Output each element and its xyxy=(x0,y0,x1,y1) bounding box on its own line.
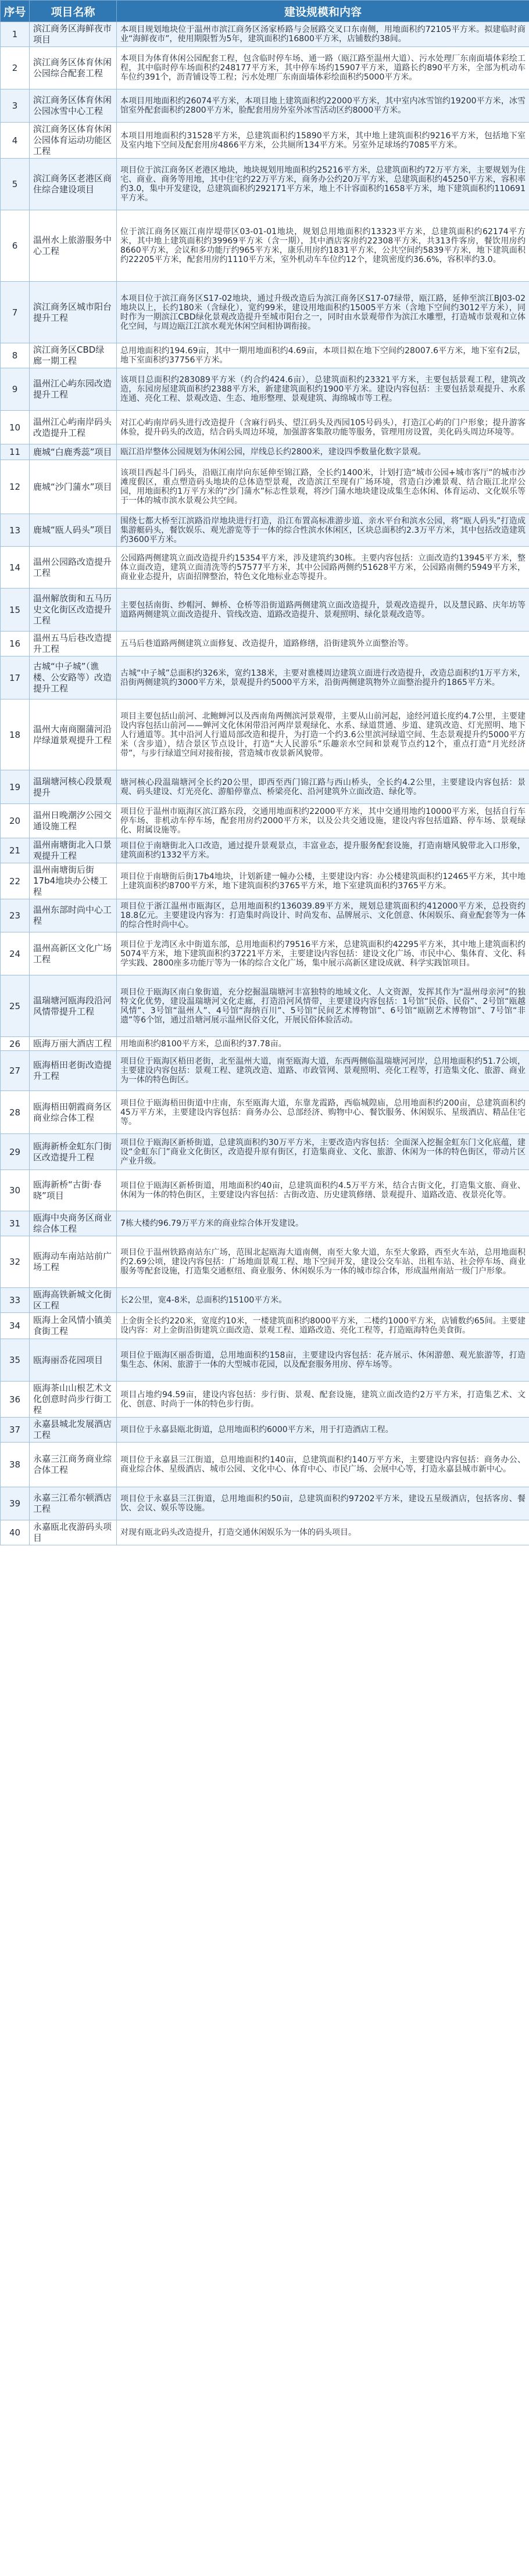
row-content: 主要包括南街、纱帽河、蝉桥、仓桥等沿街道路两侧建筑立面改造提升，景观改造提升，以及慧民路、庆年坊等道路两侧建筑立面改造提升、管线改造、道路改造提升、景观照明、绿化景观改造等。 xyxy=(117,589,529,632)
row-content: 本项目用地面积约26074平方米，本项目地上建筑面积约22000平方米，其中室内冰雪馆约19200平方米，冰雪馆室外配套面积约2800平方米，脸配套用房外室外冰雪活动区约8000平方米。 xyxy=(117,89,529,123)
table-row xyxy=(1,444,529,460)
row-project-name: 温州日晚潮汐公园交通设施工程 xyxy=(30,804,117,838)
row-project-name: 瓯海梧田老街改造提升工程 xyxy=(30,1051,117,1091)
table-row xyxy=(1,282,529,343)
row-index: 31 xyxy=(1,1211,30,1236)
row-project-name: 温州公园路改造提升工程 xyxy=(30,547,117,589)
table-row xyxy=(1,159,529,210)
row-content: 围绕七都大桥至江滨路沿岸地块进行打造，沿江布置高标准游步道、亲水平台和滨水公园，将“瓯人码头”打造成集游艇码头，餐饮娱乐、观光游览等于一体的综合性滨水休闲区，区块总面积约2.3万平方米，其中包括改造建筑约3600平方米。 xyxy=(117,514,529,547)
row-project-name: 温州江心屿东园改造提升工程 xyxy=(30,368,117,411)
row-content: 上金街全长约220米，宽度约10米，一楼建筑面积约8000平方米，二楼约1000平方米，店铺数约65间。主要建设内容：对上金街沿街建筑立面改造、景观工程、道路改造、亮化工程等，打造瓯海特色美食街。 xyxy=(117,1313,529,1339)
header-project-name: 项目名称 xyxy=(30,1,117,22)
row-index: 23 xyxy=(1,899,30,932)
row-index: 28 xyxy=(1,1091,30,1134)
table-row xyxy=(1,460,529,514)
row-index: 20 xyxy=(1,804,30,838)
row-index: 3 xyxy=(1,89,30,123)
row-content: 用地面积约8100平方米，总面积约37.78亩。 xyxy=(117,1037,529,1051)
row-project-name: 温州五马后巷改造提升工程 xyxy=(30,632,117,656)
row-project-name: 瓯海高铁新城文化街区工程 xyxy=(30,1288,117,1313)
row-index: 32 xyxy=(1,1236,30,1288)
row-content: 本项目位于滨江商务区S17-02地块，通过升级改造后为滨江商务区S17-07绿带，瓯江路，延伸至滨江BJ03-02地块以上，长约180米（含绿化），宽约99米，建设用地面积约15005平方米（含地下空间约3012平方米），同时作为一期滨江CBD绿化景观改造提升至城市阳台之一，同时由水景观带作为滨江水雕塑，打造城市景观和立体化空间，与周边瓯江江滨水观光休闲空间相协调衔接。 xyxy=(117,282,529,343)
row-project-name: 永嘉县城北发展酒店工程 xyxy=(30,1418,117,1443)
header-index: 序号 xyxy=(1,1,30,22)
row-index: 19 xyxy=(1,770,30,804)
table-row xyxy=(1,1443,529,1487)
row-project-name: 瓯海茶山山根艺术文化创意时尚步行街工程 xyxy=(30,1382,117,1418)
row-index: 1 xyxy=(1,22,30,47)
row-content: 项目主要包括山前河、北鲍蝉河以及西南角两侧滨河景观带，主要从山前河起，途经河道长度约4.7公里，主要建设内容包括山前河——蝉河文化休闲带沿河两岸景观绿化、水系、绿道贯通、步道、建筑改造、灯光照明、地下人行通道等。其中沿河人行道局部改造和提升，为打造一个约3.6公里滨河绿道空间、生态景观提升约5000平方米（含步道），结合景区节点设计，打造“大人民游乐”乐趣亲水空间和景观节点约12个，重点打造“月光经济带”，与步行绿道空间对接衔接，营造城市夜景新风貌带。 xyxy=(117,699,529,770)
row-content: 长2公里，宽4-8米，总面积约15100平方米。 xyxy=(117,1288,529,1313)
header-content: 建设规模和内容 xyxy=(117,1,529,22)
table-row xyxy=(1,22,529,47)
row-project-name: 永嘉三江商务商业综合体工程 xyxy=(30,1443,117,1487)
row-content: 本项目用地面积约31528平方米，总建筑面积约15890平方米，其中地上建筑面积约9216平方米，包括地下室及室内地下空间及配套用房4866平方米，公共厕所134平方米。另室外足球场约7085平方米。 xyxy=(117,123,529,159)
row-content: 本项目规划地块位于温州市滨江商务区汤家桥路与会展路交叉口东南侧，用地面积约72105平方米。拟建临时商业“海鲜夜市”，使用期限暂为5年，建筑面积约16800平方米，店铺数约38间。 xyxy=(117,22,529,47)
table-row xyxy=(1,1211,529,1236)
row-project-name: 温州南塘街北入口景观提升工程 xyxy=(30,838,117,863)
table-row xyxy=(1,547,529,589)
row-content: 该项目西起斗门码头，沿瓯江南岸向东延伸至锦江路，全长约1400米，计划打造“城市公园+城市客厅”的城市沙滩度假区，重点塑造码头地块的总体造型景观，改造滨江至现有广场环境，营造白沙滩景观、结合瓯江北岸公园，用地面积约1万平方米的“沙门蒲水”标志性景观，将沙门蒲水地块建设成集生态休闲、体育运动、文化娱乐等于一体的城市滨水景观公共空间。 xyxy=(117,460,529,514)
row-content: 古城“中子城”总面积约326米，宽约138米，主要对谯楼周边建筑立面进行改造提升，改造总面积约1万平方米，沿街两侧建筑约3000平方米，景观提升约5000平方米，沿街两侧建筑物外立面整治提升约1865平方米。 xyxy=(117,656,529,699)
row-project-name: 古城“中子城”（谯楼、公安路等）改造提升工程 xyxy=(30,656,117,699)
row-index: 4 xyxy=(1,123,30,159)
row-project-name: 瓯海梧田朝霞商务区商业综合体工程 xyxy=(30,1091,117,1134)
table-row xyxy=(1,632,529,656)
table-header-row xyxy=(1,1,529,22)
row-index: 24 xyxy=(1,932,30,975)
row-content: 项目位于南塘街后街17b4地块，计划新建一幢办公楼，主要建设内容：办公楼建筑面积约12465平方米，其中地上建筑面积约8700平方米，地下建筑面积约3765平方米，地下室建筑面积约3765平方米。 xyxy=(117,863,529,899)
row-content: 项目位于永嘉县瓯北街道，总用地面积约6000平方米，用于打造酒店工程。 xyxy=(117,1418,529,1443)
row-index: 30 xyxy=(1,1170,30,1211)
row-index: 25 xyxy=(1,975,30,1037)
row-content: 项目位于浙江温州市瓯海区，总用地面积约136039.89平方米，规划总建筑面积约412000平方米，总投资约18.8亿元。主要建设内容为：打造集时尚设计、时尚发布、品牌展示、文化创意、休闲娱乐、商业配套等为一体的综合性时尚中心。 xyxy=(117,899,529,932)
row-content: 项目占地约94.59亩，建设内容包括：步行街、景观、配套设施，建筑立面改造约2万平方米，打造集艺术、文化、创意、时尚于一体的特色步行街。 xyxy=(117,1382,529,1418)
table-row xyxy=(1,699,529,770)
table-row xyxy=(1,1382,529,1418)
table-row xyxy=(1,804,529,838)
row-content: 7栋大楼约96.79万平方米的商业综合体开发建设。 xyxy=(117,1211,529,1236)
row-project-name: 滨江商务区老港区商住综合建设项目 xyxy=(30,159,117,210)
row-project-name: 永嘉瓯北夜游码头项目 xyxy=(30,1520,117,1545)
table-row xyxy=(1,1288,529,1313)
row-project-name: 温州大南商圈蒲河沿岸绿道景观提升工程 xyxy=(30,699,117,770)
row-index: 5 xyxy=(1,159,30,210)
table-row xyxy=(1,838,529,863)
table-row xyxy=(1,656,529,699)
row-project-name: 瓯海丽岙花园项目 xyxy=(30,1339,117,1382)
row-index: 2 xyxy=(1,47,30,89)
row-index: 10 xyxy=(1,411,30,444)
row-index: 35 xyxy=(1,1339,30,1382)
table-row xyxy=(1,975,529,1037)
table-row xyxy=(1,1091,529,1134)
row-content: 公园路两侧建筑立面改造提升约15354平方米，涉及建筑约30栋。主要内容包括：立面改造约13945平方米，整体立面改造，建筑立面清洗等约57577平方米，其中公园路两侧约51628平方米，公园路南侧约5949平方米，商业业态提升，店面招牌整治，特色文化地标业态等提升。 xyxy=(117,547,529,589)
row-index: 18 xyxy=(1,699,30,770)
row-content: 项目位于永嘉县三江街道，总用地面积约50亩，总建筑面积约97202平方米，建设五星级酒店，包括客房、餐饮、会议、娱乐等设施。 xyxy=(117,1487,529,1520)
table-row xyxy=(1,932,529,975)
table-row xyxy=(1,1037,529,1051)
row-project-name: 瓯海上金风情小镇美食街工程 xyxy=(30,1313,117,1339)
row-index: 21 xyxy=(1,838,30,863)
table-row xyxy=(1,1313,529,1339)
row-content: 总用地面积约194.69亩，其中一期用地面积约4.69亩，本项目拟在地下空间约28007.6平方米，地下室有2层，地下室面积约37756平方米。 xyxy=(117,343,529,368)
row-project-name: 鹿城“沙门蒲水”项目 xyxy=(30,460,117,514)
row-index: 37 xyxy=(1,1418,30,1443)
row-index: 38 xyxy=(1,1443,30,1487)
row-content: 塘河核心段温瑞塘河全长约20公里，即西至西门锦江路与西山桥头，全长约4.2公里，主要建设内容包括：景观、码头建设、灯光亮化、游船停靠点、桥梁亮化、沿河建筑外立面改造、绿化等。 xyxy=(117,770,529,804)
row-project-name: 瓯海动车南站站前广场工程 xyxy=(30,1236,117,1288)
table-row xyxy=(1,863,529,899)
row-index: 15 xyxy=(1,589,30,632)
row-index: 16 xyxy=(1,632,30,656)
row-project-name: 温瑞塘河瓯海段沿河风情带提升工程 xyxy=(30,975,117,1037)
row-content: 项目位于永嘉县三江街道，总用地面积约140亩，总建筑面积约140万平方米，主要建设内容包括：商务办公、商业综合体、星级酒店、城市公园、文化中心、体育中心、市民广场、会展中心等，打造永嘉县城市新中心。 xyxy=(117,1443,529,1487)
row-content: 项目位于瓯海区新桥街道，用地面积约40亩，总建筑面积约4.5万平方米，结合古街文化，打造集文旅、商业、休闲为一体的特色街区，主要建设内容包括：古街改造、历史建筑修缮、景观提升、道路改造、夜景亮化等。 xyxy=(117,1170,529,1211)
table-row xyxy=(1,1051,529,1091)
table-row xyxy=(1,210,529,282)
row-content: 项目位于瓯海区丽岙街道，总用地面积约158亩，主要建设内容包括：花卉展示、休闲游憩、观光旅游等，打造集生态、休闲、旅游于一体的大型城市花园，以及配套服务用房、停车场等。 xyxy=(117,1339,529,1382)
row-project-name: 永嘉三江希尔顿酒店工程 xyxy=(30,1487,117,1520)
row-index: 27 xyxy=(1,1051,30,1091)
row-project-name: 瓯海万丽大酒店工程 xyxy=(30,1037,117,1051)
row-content: 项目位于南塘街北入口改造，通过提升景观景点，丰富业态，提升服务配套设施，打造南塘风貌带北入口形象，建筑面积约1332平方米。 xyxy=(117,838,529,863)
table-row xyxy=(1,1418,529,1443)
row-index: 17 xyxy=(1,656,30,699)
row-content: 项目位于温州市瓯海区滨江路东段，交通用地面积约22000平方米，其中交通用地约10000平方米，包括自行车停车场、非机动车停车场，配套用房约2000平方米，以及公共交通设施，建设内容包括道路、停车场、景观绿化、附属设施等。 xyxy=(117,804,529,838)
row-index: 7 xyxy=(1,282,30,343)
row-project-name: 鹿城“瓯人码头”项目 xyxy=(30,514,117,547)
row-project-name: 瓯海中央商务区商业综合体工程 xyxy=(30,1211,117,1236)
row-index: 29 xyxy=(1,1134,30,1170)
row-index: 34 xyxy=(1,1313,30,1339)
row-index: 6 xyxy=(1,210,30,282)
row-project-name: 温瑞塘河核心段景观提升 xyxy=(30,770,117,804)
row-project-name: 瓯海新桥“古街·春晓”项目 xyxy=(30,1170,117,1211)
row-project-name: 温州东部时尚中心工程 xyxy=(30,899,117,932)
row-project-name: 滨江商务区城市阳台提升工程 xyxy=(30,282,117,343)
row-content: 项目位于瓯海梧田街道中庄南，东至瓯海大道，东靠龙霞路，西临城隍庙，总用地面积约200亩，总建筑面积约45万平方米，主要建设内容包括：商务办公、总部经济、购物中心、餐饮服务、休闲娱乐、星级酒店、精品住宅等。 xyxy=(117,1091,529,1134)
table-row xyxy=(1,89,529,123)
row-index: 12 xyxy=(1,460,30,514)
row-index: 14 xyxy=(1,547,30,589)
row-index: 26 xyxy=(1,1037,30,1051)
table-row xyxy=(1,123,529,159)
table-row xyxy=(1,1134,529,1170)
row-project-name: 滨江商务区体育休闲公园冰雪中心工程 xyxy=(30,89,117,123)
table-row xyxy=(1,368,529,411)
row-project-name: 温州江心屿南岸码头改造提升工程 xyxy=(30,411,117,444)
row-project-name: 温州南塘街后街17b4地块办公楼工程 xyxy=(30,863,117,899)
table-row xyxy=(1,770,529,804)
row-project-name: 温州高新区文化广场工程 xyxy=(30,932,117,975)
row-content: 项目位于滨江商务区老港区地块，地块规划用地面积约25216平方米，总建筑面积约72万平方米，主要规划为住宅、商业、商务等用地，其中住宅约22万平方米，商务办公约20万平方米，总建筑面积约45250平方米，容积率约3.0，集中开发建设，总建筑面积约292171平方米，地上不计容面积约1658平方米，地下建筑面积约110691平方米。 xyxy=(117,159,529,210)
row-project-name: 滨江商务区海鲜夜市项目 xyxy=(30,22,117,47)
table-row xyxy=(1,411,529,444)
row-content: 该项目总面积约283089平方米（约合约424.6亩），总建筑面积约23321平方米，主要包括景观工程，建筑改造，东园房屋建筑面积约2388平方米，新建建筑面积约1900平方米。建设内容包括：主要包括景观提升、水系连通、亮化工程、景观改造、生态、地形整理、景观建筑、海绵城市等工程。 xyxy=(117,368,529,411)
row-project-name: 滨江商务区体育休闲公园体育运动功能区工程 xyxy=(30,123,117,159)
row-content: 项目位于温州铁路南站东广场，范围北起瓯海大道南侧，南至大象大道，东至大象路，西至火车站，总用地面积约2.69公顷，建设内容包括：广场地面景观工程、地下空间开发，建设公交车站、出租车站、社会停车场、商业服务等配套设施，打造集交通枢纽、商业服务、休闲娱乐为一体的城市综合体，形成温州南站一级门户形象。 xyxy=(117,1236,529,1288)
row-content: 项目位于瓯海区梧田老街，北至温州大道，南至瓯海大道，东西两侧临温瑞塘河河岸，总用地面积约51.7公顷，主要建设内容包括：景观工程、建筑改造、道路、市政管网、景观照明、亮化工程等，打造集文化、旅游、商业为一体的特色街区。 xyxy=(117,1051,529,1091)
row-project-name: 滨江商务区体育休闲公园综合配套工程 xyxy=(30,47,117,89)
row-project-name: 温州解放街和五马历史文化街区改造提升工程 xyxy=(30,589,117,632)
table-row xyxy=(1,1520,529,1545)
row-content: 对现有瓯北码头改造提升，打造交通休闲娱乐为一体的码头项目。 xyxy=(117,1520,529,1545)
row-content: 瓯江沿岸整体公园规划为休闲公园，岸线总长约2800米，建设四季数量化数字景观。 xyxy=(117,444,529,460)
row-index: 9 xyxy=(1,368,30,411)
row-project-name: 鹿城“白鹿秀蕊”项目 xyxy=(30,444,117,460)
table-row xyxy=(1,1487,529,1520)
row-content: 五马后巷道路两侧建筑立面修复、改造提升，道路修缮，沿街建筑外立面整治等。 xyxy=(117,632,529,656)
row-index: 39 xyxy=(1,1487,30,1520)
table-row xyxy=(1,1170,529,1211)
row-project-name: 温州水上旅游服务中心工程 xyxy=(30,210,117,282)
row-project-name: 滨江商务区CBD绿廊一期工程 xyxy=(30,343,117,368)
row-index: 36 xyxy=(1,1382,30,1418)
row-index: 11 xyxy=(1,444,30,460)
row-project-name: 瓯海新桥金虹东门街区改造提升工程 xyxy=(30,1134,117,1170)
row-content: 位于滨江商务区瓯江南岸堤带区03-01-01地块，规划总用地面积约13323平方米，总建筑面积约62174平方米，其中地上建筑面积约39969平方米（含一期），其中酒店客房约22308平方米，共313件客房，餐饮用房约8660平方米，会议和多功能厅约965平方米，康乐用房约1831平方米，公共空间约5839平方米，地下建筑面积约22205平方米，配套用房约1110平方米，室外机动车车位约12个，建筑密度约36.6%，容积率约3.0。 xyxy=(117,210,529,282)
row-index: 40 xyxy=(1,1520,30,1545)
table-row xyxy=(1,1339,529,1382)
table-row xyxy=(1,1236,529,1288)
row-content: 对江心屿南岸码头进行改造提升（含麻行码头、望江码头及西园105号码头），打造江心屿的门户形象；提升游客体验，提升码头的改造，结合码头周边环境，加强游客集散功能等服务，管理用房设置，美化码头周边环境等。 xyxy=(117,411,529,444)
row-index: 8 xyxy=(1,343,30,368)
table-row xyxy=(1,343,529,368)
row-content: 本项目为体育休闲公园配套工程，包含临时停车场、通一路（瓯江路至温州大道）、污水处理厂东南面墙体彩绘工程，其中临时停车场面积约248177平方米，其中停车场约15907平方米，道路长约890平方米，全部为机动车车位约391个，沥青铺设等工程；污水处理厂东南面墙体彩绘面积约5000平方米。 xyxy=(117,47,529,89)
row-index: 13 xyxy=(1,514,30,547)
table-body xyxy=(1,22,529,1545)
table-row xyxy=(1,47,529,89)
row-content: 项目位于瓯海区南白象街道，充分挖掘温瑞塘河丰富独特的地域文化、人文资源，发挥其作为“温州母亲河”的独特文化优势，建设温瑞塘河文化走廊，打造沿河风情带，主要建设内容包括：1号馆“民俗、民俗”、2号馆“瓯越风情”、3号馆“温州人”、4号馆“海纳百川”、5号馆“民间艺术博物馆”、6号馆“瓯剧艺术博物馆”、7号馆“非遗”等6个馆，通过沿塘河展示温州民俗文化，开展民俗体验活动。 xyxy=(117,975,529,1037)
row-content: 项目位于瓯海区新桥街道，总建筑面积约30万平方米，主要改造内容包括：全面深入挖掘金虹东门文化底蕴，建设“金虹东门”商业文化街区，改造提升原有街区，打造集商业、文化、旅游、休闲为一体的特色街区，带动片区产业升级。 xyxy=(117,1134,529,1170)
table-row xyxy=(1,899,529,932)
row-content: 项目位于龙湾区永中街道东部，总用地面积约79516平方米，总建筑面积约42295平方米，其中地上建筑面积约5074平方米，地下建筑面积约37221平方米，主要建设内容包括：建设文化广场、市民中心、集体育、文化、科学实践、2800座多功能厅等为一体的综合文化广场，集中展示高新区建设成就、科学实践馆项目。 xyxy=(117,932,529,975)
row-index: 33 xyxy=(1,1288,30,1313)
row-index: 22 xyxy=(1,863,30,899)
table-row xyxy=(1,514,529,547)
table-row xyxy=(1,589,529,632)
